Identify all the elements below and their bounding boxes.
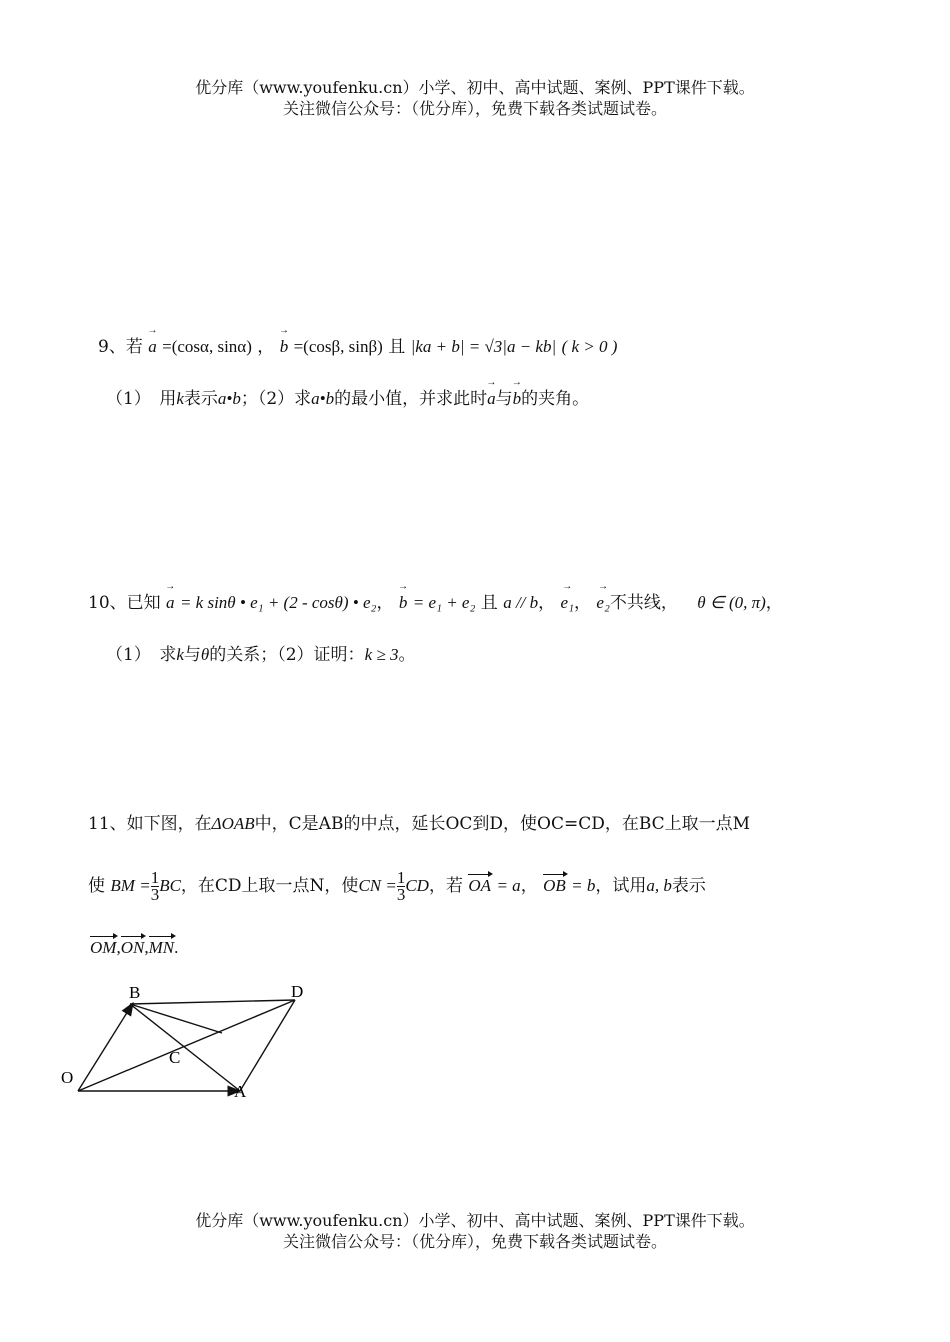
line-da: [240, 1000, 295, 1091]
header-line-2: 关注微信公众号：（优分库），免费下载各类试题试卷。: [282, 99, 667, 118]
q9-part1-label: （1） 用: [106, 389, 177, 409]
q10-end: 。: [398, 645, 416, 665]
label-b: B: [129, 983, 141, 1002]
q10-e2: → e₂: [596, 593, 609, 613]
line-bn: [130, 1004, 222, 1033]
label-c: C: [169, 1048, 181, 1067]
q9-part2-text: 的最小值，并求此时: [334, 389, 488, 409]
q10-with: 与: [183, 645, 201, 665]
q9-condition: |ka + b| = √3|a − kb|: [410, 337, 557, 356]
q10-inequality: k ≥ 3: [364, 645, 399, 664]
q11-den-2: 3: [396, 885, 406, 904]
q9-dot-product-2: a•b: [311, 389, 335, 408]
q11-bm: BM =: [110, 876, 151, 895]
label-a: A: [234, 1082, 247, 1101]
q10-part1-text: 的关系；（2）证明：: [209, 645, 365, 665]
q10-k: k: [176, 645, 184, 664]
q11-bc: BC: [159, 876, 181, 895]
q9-b-eq: =(cosβ, sinβ): [293, 337, 383, 356]
line-od: [78, 1000, 295, 1091]
q11-vec-mn: MN: [148, 938, 175, 957]
q10-theta-range: θ ∈ (0, π): [697, 593, 766, 612]
q9-dot-product: a•b: [217, 389, 241, 408]
q10-parallel: a // b: [503, 593, 539, 612]
line-bd: [130, 1000, 295, 1004]
q11-vec-oa: OA: [468, 876, 492, 895]
q10-vec-a: → a: [166, 593, 175, 613]
q11-comma: ，: [520, 876, 538, 896]
q9-vec-b: → b: [280, 337, 289, 357]
q11-cd: CD: [405, 876, 429, 895]
q10-vec-b: → b: [399, 593, 408, 613]
q11-sep-1: ,: [116, 938, 121, 957]
q9-vec-a: → a: [148, 337, 157, 357]
q9-part2-end: 的夹角。: [521, 389, 590, 409]
q10-comma-3: ，: [574, 593, 592, 613]
q11-ab: a, b: [646, 876, 672, 895]
q10-comma-4: ，: [765, 593, 783, 613]
q10-part1-label: （1） 求: [106, 645, 177, 665]
q11-eq-a: = a: [496, 876, 521, 895]
q11-cn: CN =: [358, 876, 397, 895]
q10-comma-2: ，: [538, 593, 556, 613]
q9-a-eq: =(cosα, sinα): [162, 337, 252, 356]
q9-part1-text: 表示: [183, 389, 218, 409]
q11-triangle: ΔOAB: [211, 814, 255, 833]
q11-try: ，试用: [595, 876, 647, 896]
footer-line-2: 关注微信公众号：（优分库），免费下载各类试题试卷。: [282, 1232, 667, 1251]
footer-line-1: 优分库（www.youfenku.cn）小学、初中、高中试题、案例、PPT课件下载。: [195, 1211, 755, 1230]
q11-num-1: 1: [150, 868, 160, 887]
q11-express: 表示: [671, 876, 706, 896]
q11-vec-om: OM: [90, 938, 117, 957]
q11-vec-on: ON: [120, 938, 145, 957]
q11-num-2: 1: [396, 868, 406, 887]
q10-b-expr: = e₁ + e₂: [412, 593, 476, 612]
label-o: O: [61, 1068, 74, 1087]
q11-vec-ob: OB: [543, 876, 566, 895]
q11-den-1: 3: [150, 885, 160, 904]
q9-k: k: [176, 389, 184, 408]
q11-text-a: 11、如下图，在: [88, 814, 212, 834]
q10-noncollinear: 不共线，: [609, 593, 678, 613]
q11-period: .: [174, 938, 179, 957]
q11-if: ，若: [428, 876, 463, 896]
q11-eq-b: = b: [571, 876, 596, 895]
q10-number: 10、已知: [88, 593, 161, 613]
q9-and: 且: [388, 337, 406, 357]
line-ob: [78, 1003, 133, 1091]
q11-sep-2: ,: [144, 938, 149, 957]
q9-number: 9、若: [98, 337, 143, 357]
q10-theta: θ: [200, 645, 210, 664]
q11-text-c: ，在CD上取一点N，使: [180, 876, 359, 896]
q9-vec-b-2: → b: [513, 389, 522, 409]
q11-text-b: 中，C是AB的中点，延长OC到D，使OC=CD，在BC上取一点M: [254, 814, 751, 834]
q9-with: 与: [495, 389, 513, 409]
q9-vec-a-2: → a: [487, 389, 496, 409]
q10-a-expr: = k sinθ • e₁ + (2 - cosθ) • e₂: [179, 593, 377, 612]
header-line-1: 优分库（www.youfenku.cn）小学、初中、高中试题、案例、PPT课件下载。: [195, 78, 755, 97]
q10-and: 且: [480, 593, 498, 613]
q9-condition-k: ( k > 0 ): [561, 337, 618, 356]
q9-comma: ，: [257, 337, 275, 357]
label-d: D: [291, 982, 304, 1001]
q10-comma: ，: [376, 593, 394, 613]
q10-e1: → e₁: [561, 593, 574, 613]
q11-use: 使: [88, 876, 105, 896]
q9-part2-label: ；（2）求: [240, 389, 312, 409]
line-ba: [130, 1004, 240, 1091]
